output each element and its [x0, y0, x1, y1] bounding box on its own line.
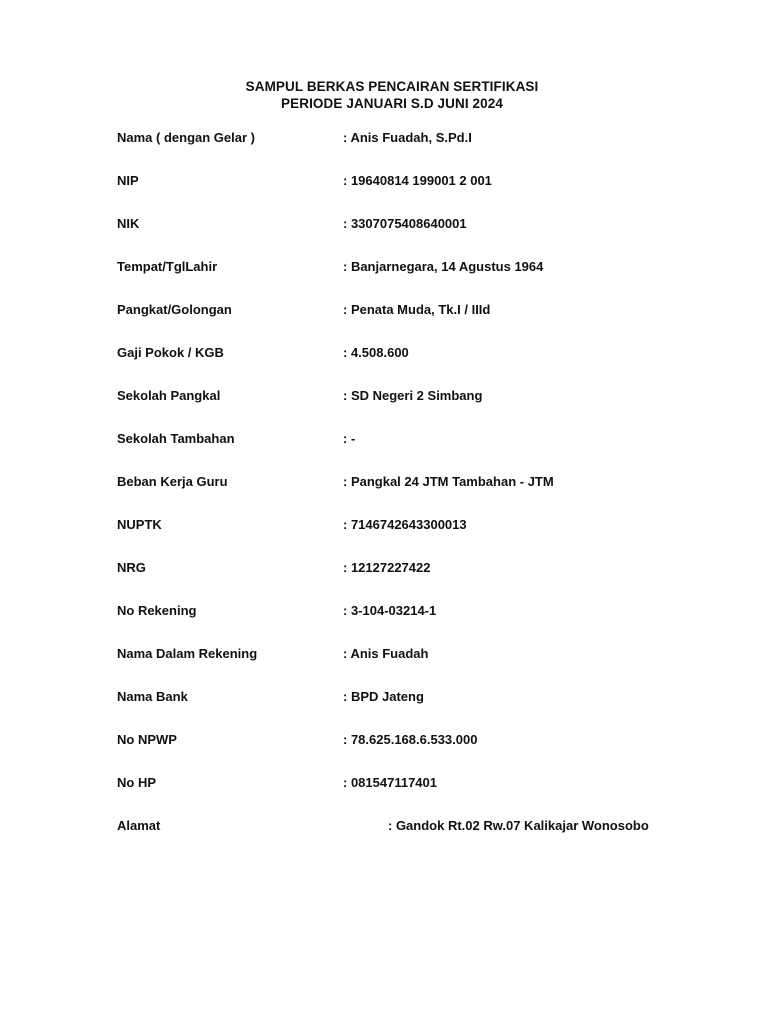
field-label: Alamat — [117, 818, 161, 833]
field-label: No Rekening — [117, 603, 197, 618]
field-row-nip — [0, 173, 768, 191]
field-row-nama-dalam-rekening — [0, 646, 768, 664]
field-row-beban-kerja-guru — [0, 474, 768, 492]
field-row-gaji-pokok — [0, 345, 768, 363]
field-row-no-rekening — [0, 603, 768, 621]
document-title-line-2: PERIODE JANUARI S.D JUNI 2024 — [281, 96, 503, 111]
field-value: : 3307075408640001 — [343, 216, 467, 231]
field-row-nama — [0, 130, 768, 148]
field-label: Pangkat/Golongan — [117, 302, 232, 317]
field-row-no-npwp — [0, 732, 768, 750]
field-value: : 78.625.168.6.533.000 — [343, 732, 478, 747]
field-row-nuptk — [0, 517, 768, 535]
document-title-line-1: SAMPUL BERKAS PENCAIRAN SERTIFIKASI — [245, 79, 539, 94]
field-value: : Banjarnegara, 14 Agustus 1964 — [343, 259, 544, 274]
field-value: : Gandok Rt.02 Rw.07 Kalikajar Wonosobo — [388, 818, 649, 833]
field-row-tempat-tgl-lahir — [0, 259, 768, 277]
field-label: NIK — [117, 216, 140, 231]
field-value: : Anis Fuadah, S.Pd.I — [343, 130, 472, 145]
field-label: NRG — [117, 560, 146, 575]
field-label: Nama Dalam Rekening — [117, 646, 258, 661]
field-label: NUPTK — [117, 517, 162, 532]
field-label: Gaji Pokok / KGB — [117, 345, 224, 360]
field-label: No HP — [117, 775, 156, 790]
field-label: Nama Bank — [117, 689, 188, 704]
field-value: : 3-104-03214-1 — [343, 603, 437, 618]
field-row-nik — [0, 216, 768, 234]
field-value: : Anis Fuadah — [343, 646, 429, 661]
field-value: : - — [343, 431, 356, 446]
field-label: Nama ( dengan Gelar ) — [117, 130, 255, 145]
field-label: Sekolah Tambahan — [117, 431, 235, 446]
field-label: Tempat/TglLahir — [117, 259, 218, 274]
field-value: : 19640814 199001 2 001 — [343, 173, 492, 188]
field-value: : 4.508.600 — [343, 345, 409, 360]
field-row-sekolah-pangkal — [0, 388, 768, 406]
field-label: No NPWP — [117, 732, 177, 747]
field-label: Beban Kerja Guru — [117, 474, 228, 489]
field-value: : 081547117401 — [343, 775, 437, 790]
field-value: : Pangkal 24 JTM Tambahan - JTM — [343, 474, 554, 489]
field-row-no-hp — [0, 775, 768, 793]
field-value: : 7146742643300013 — [343, 517, 467, 532]
field-value: : SD Negeri 2 Simbang — [343, 388, 483, 403]
field-label: Sekolah Pangkal — [117, 388, 221, 403]
field-label: NIP — [117, 173, 139, 188]
field-value: : Penata Muda, Tk.I / IIId — [343, 302, 491, 317]
field-row-sekolah-tambahan — [0, 431, 768, 449]
field-row-nrg — [0, 560, 768, 578]
field-value: : BPD Jateng — [343, 689, 424, 704]
field-row-pangkat-golongan — [0, 302, 768, 320]
field-row-alamat — [0, 818, 768, 836]
field-value: : 12127227422 — [343, 560, 431, 575]
field-row-nama-bank — [0, 689, 768, 707]
